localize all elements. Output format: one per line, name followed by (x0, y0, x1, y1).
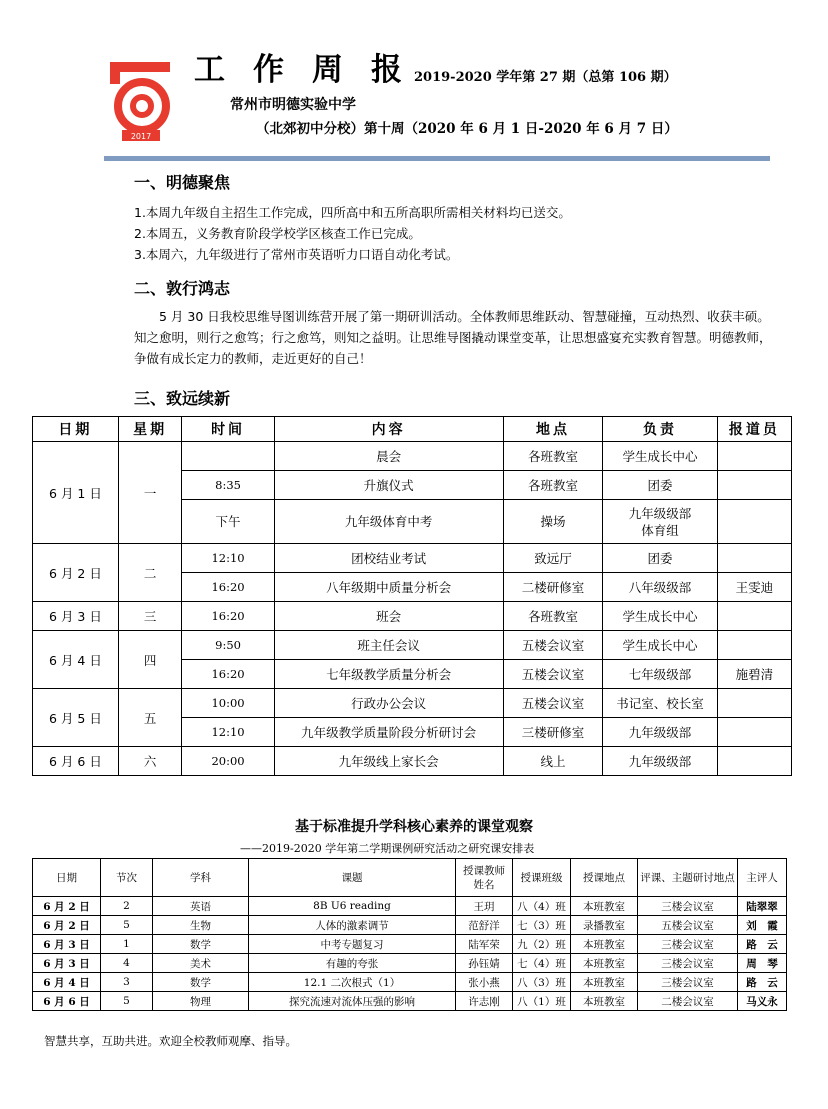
cell-place: 五楼会议室 (503, 631, 603, 660)
cell-weekday: 五 (118, 689, 182, 747)
cell-date: 6 月 3 日 (33, 954, 101, 973)
schedule-table (32, 416, 792, 776)
table-row (33, 916, 787, 935)
cell-place: 线上 (503, 747, 603, 776)
cell-reporter (717, 471, 791, 500)
cell-time: 16:20 (182, 660, 274, 689)
observation-subtitle: ——2019-2020 学年第二学期课例研究活动之研究课安排表 (240, 842, 535, 855)
table-row (33, 442, 792, 471)
col-header: 日期 (33, 417, 119, 442)
cell-review-location: 三楼会议室 (638, 935, 738, 954)
cell-time: 9:50 (182, 631, 274, 660)
cell-location: 本班教室 (571, 935, 638, 954)
schedule-header-row (33, 417, 792, 442)
cell-reporter (717, 544, 791, 573)
cell-owner: 团委 (603, 544, 717, 573)
cell-date: 6 月 6 日 (33, 747, 119, 776)
col-header: 节次 (101, 859, 153, 897)
cell-location: 本班教室 (571, 992, 638, 1011)
cell-time: 12:10 (182, 718, 274, 747)
cell-date: 6 月 3 日 (33, 602, 119, 631)
cell-location: 本班教室 (571, 897, 638, 916)
cell-reviewer: 马义永 (738, 992, 787, 1011)
section2-heading: 二、敦行鸿志 (134, 279, 231, 298)
cell-reviewer: 陆翠翠 (738, 897, 787, 916)
cell-teacher: 孙钰婧 (456, 954, 513, 973)
cell-time: 16:20 (182, 573, 274, 602)
cell-place: 操场 (503, 500, 603, 544)
section1-heading: 一、明德聚焦 (134, 173, 231, 192)
cell-period: 5 (101, 916, 153, 935)
cell-date: 6 月 6 日 (33, 992, 101, 1011)
cell-owner: 学生成长中心 (603, 442, 717, 471)
cell-time: 20:00 (182, 747, 274, 776)
page-title: 工作周报 (194, 52, 430, 88)
cell-topic: 探究流速对流体压强的影响 (249, 992, 456, 1011)
cell-class: 七（3）班 (513, 916, 571, 935)
table-row (33, 689, 792, 718)
cell-subject: 物理 (153, 992, 249, 1011)
col-header: 报道员 (717, 417, 791, 442)
cell-date: 6 月 4 日 (33, 631, 119, 689)
cell-review-location: 三楼会议室 (638, 973, 738, 992)
cell-class: 八（3）班 (513, 973, 571, 992)
cell-content: 班会 (274, 602, 503, 631)
table-row (33, 992, 787, 1011)
cell-reporter (717, 718, 791, 747)
cell-date: 6 月 2 日 (33, 544, 119, 602)
cell-subject: 数学 (153, 973, 249, 992)
cell-owner (603, 500, 717, 544)
col-header: 课题 (249, 859, 456, 897)
cell-weekday: 四 (118, 631, 182, 689)
cell-reporter (717, 631, 791, 660)
cell-place: 各班教室 (503, 442, 603, 471)
cell-owner: 八年级级部 (603, 573, 717, 602)
cell-reporter (717, 747, 791, 776)
cell-date: 6 月 5 日 (33, 689, 119, 747)
cell-place: 二楼研修室 (503, 573, 603, 602)
col-header: 地点 (503, 417, 603, 442)
cell-topic: 8B U6 reading (249, 897, 456, 916)
cell-owner: 书记室、校长室 (603, 689, 717, 718)
table-row (33, 602, 792, 631)
table-row (33, 897, 787, 916)
cell-content: 升旗仪式 (274, 471, 503, 500)
section1-item: 3.本周六，九年级进行了常州市英语听力口语自动化考试。 (134, 247, 459, 262)
cell-owner-line: 九年级级部 (628, 505, 692, 521)
cell-content: 七年级教学质量分析会 (274, 660, 503, 689)
table-row (33, 544, 792, 573)
cell-owner: 九年级级部 (603, 747, 717, 776)
school-name: 常州市明德实验中学 (230, 97, 356, 113)
table-row (33, 954, 787, 973)
cell-place: 三楼研修室 (503, 718, 603, 747)
cell-owner: 九年级级部 (603, 718, 717, 747)
cell-content: 班主任会议 (274, 631, 503, 660)
section1-item: 1.本周九年级自主招生工作完成，四所高中和五所高职所需相关材料均已送交。 (134, 205, 571, 220)
cell-content: 九年级教学质量阶段分析研讨会 (274, 718, 503, 747)
cell-place: 致远厅 (503, 544, 603, 573)
section2-paragraph: 5 月 30 日我校思维导图训练营开展了第一期研训活动。全体教师思维跃动、智慧碰撞，互动热烈、收获丰硕。知之愈明，则行之愈笃；行之愈笃，则知之益明。让思维导图撬动课堂变革，让思想盛宴充实教育智慧。明德教师，争做有成长定力的教师，走近更好的自己！ (134, 309, 772, 366)
col-header: 授课教师姓名 (456, 859, 513, 897)
cell-review-location: 二楼会议室 (638, 992, 738, 1011)
cell-reviewer: 路 云 (738, 935, 787, 954)
cell-place: 五楼会议室 (503, 660, 603, 689)
section1-item: 2.本周五，义务教育阶段学校学区核查工作已完成。 (134, 226, 421, 241)
cell-reviewer: 周 琴 (738, 954, 787, 973)
cell-teacher: 王玥 (456, 897, 513, 916)
cell-date: 6 月 2 日 (33, 897, 101, 916)
table-row (33, 973, 787, 992)
table-row (33, 747, 792, 776)
cell-review-location: 五楼会议室 (638, 916, 738, 935)
observation-table (32, 858, 787, 1011)
cell-topic: 人体的激素调节 (249, 916, 456, 935)
cell-subject: 生物 (153, 916, 249, 935)
cell-place: 五楼会议室 (503, 689, 603, 718)
cell-period: 5 (101, 992, 153, 1011)
cell-period: 3 (101, 973, 153, 992)
cell-weekday: 六 (118, 747, 182, 776)
cell-class: 七（4）班 (513, 954, 571, 973)
cell-content: 九年级线上家长会 (274, 747, 503, 776)
cell-weekday: 三 (118, 602, 182, 631)
cell-date: 6 月 1 日 (33, 442, 119, 544)
cell-location: 本班教室 (571, 973, 638, 992)
cell-date: 6 月 4 日 (33, 973, 101, 992)
cell-time: 12:10 (182, 544, 274, 573)
cell-location: 本班教室 (571, 954, 638, 973)
header-divider (104, 156, 770, 161)
cell-reviewer: 路 云 (738, 973, 787, 992)
cell-reviewer: 刘 霞 (738, 916, 787, 935)
cell-date: 6 月 3 日 (33, 935, 101, 954)
cell-topic: 有趣的夸张 (249, 954, 456, 973)
table-row (33, 935, 787, 954)
cell-subject: 数学 (153, 935, 249, 954)
col-header: 日期 (33, 859, 101, 897)
cell-location: 录播教室 (571, 916, 638, 935)
logo-year: 2017 (130, 132, 152, 141)
cell-content: 八年级期中质量分析会 (274, 573, 503, 602)
footer-note: 智慧共享，互助共进。欢迎全校教师观摩、指导。 (44, 1034, 297, 1048)
cell-time: 16:20 (182, 602, 274, 631)
cell-review-location: 三楼会议室 (638, 954, 738, 973)
cell-date: 6 月 2 日 (33, 916, 101, 935)
cell-time: 10:00 (182, 689, 274, 718)
cell-reporter (717, 602, 791, 631)
col-header: 星期 (118, 417, 182, 442)
cell-class: 八（1）班 (513, 992, 571, 1011)
cell-weekday: 一 (118, 442, 182, 544)
cell-subject: 美术 (153, 954, 249, 973)
cell-class: 八（4）班 (513, 897, 571, 916)
cell-period: 4 (101, 954, 153, 973)
cell-reporter: 施碧清 (717, 660, 791, 689)
cell-time: 下午 (182, 500, 274, 544)
school-logo-icon (104, 56, 176, 146)
cell-owner-line: 体育组 (641, 522, 679, 538)
branch-week: （北郊初中分校）第十周（2020 年 6 月 1 日-2020 年 6 月 7 日） (256, 121, 678, 137)
cell-teacher: 张小燕 (456, 973, 513, 992)
table-row (33, 631, 792, 660)
cell-content: 九年级体育中考 (274, 500, 503, 544)
cell-place: 各班教室 (503, 471, 603, 500)
cell-content: 行政办公会议 (274, 689, 503, 718)
col-header: 评课、主题研讨地点 (638, 859, 738, 897)
cell-subject: 英语 (153, 897, 249, 916)
cell-teacher: 许志刚 (456, 992, 513, 1011)
cell-period: 1 (101, 935, 153, 954)
section3-heading: 三、致远续新 (134, 389, 231, 408)
cell-reporter (717, 500, 791, 544)
cell-time: 8:35 (182, 471, 274, 500)
issue-number: 2019-2020 学年第 27 期（总第 106 期） (414, 70, 677, 85)
cell-owner: 学生成长中心 (603, 631, 717, 660)
col-header: 时间 (182, 417, 274, 442)
observation-header-row (33, 859, 787, 897)
cell-teacher: 范舒洋 (456, 916, 513, 935)
cell-topic: 12.1 二次根式（1） (249, 973, 456, 992)
cell-teacher: 陆军荣 (456, 935, 513, 954)
cell-weekday: 二 (118, 544, 182, 602)
cell-class: 九（2）班 (513, 935, 571, 954)
observation-title: 基于标准提升学科核心素养的课堂观察 (295, 819, 533, 835)
cell-review-location: 三楼会议室 (638, 897, 738, 916)
cell-owner: 学生成长中心 (603, 602, 717, 631)
col-header: 授课班级 (513, 859, 571, 897)
cell-time (182, 442, 274, 471)
cell-period: 2 (101, 897, 153, 916)
cell-place: 各班教室 (503, 602, 603, 631)
col-header: 内容 (274, 417, 503, 442)
cell-reporter: 王雯迪 (717, 573, 791, 602)
cell-owner: 团委 (603, 471, 717, 500)
cell-reporter (717, 442, 791, 471)
cell-owner: 七年级级部 (603, 660, 717, 689)
cell-topic: 中考专题复习 (249, 935, 456, 954)
col-header: 负责 (603, 417, 717, 442)
col-header: 主评人 (738, 859, 787, 897)
col-header: 授课地点 (571, 859, 638, 897)
col-header: 学科 (153, 859, 249, 897)
cell-content: 晨会 (274, 442, 503, 471)
cell-content: 团校结业考试 (274, 544, 503, 573)
cell-reporter (717, 689, 791, 718)
